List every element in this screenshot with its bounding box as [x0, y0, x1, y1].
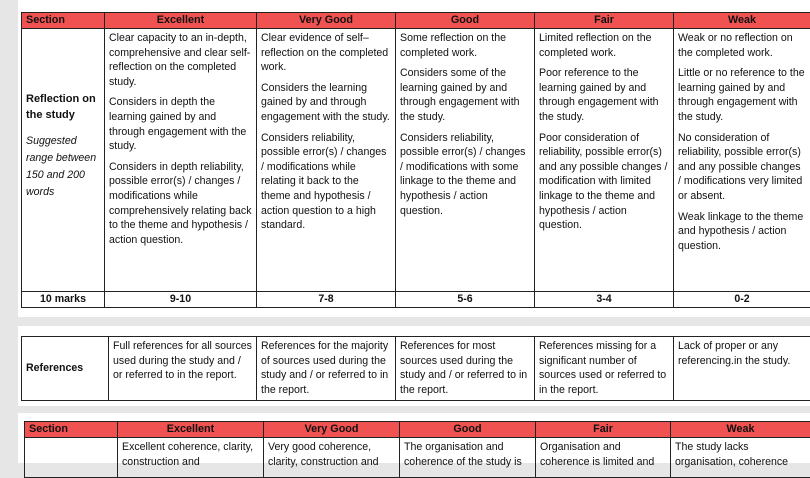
criterion-text: Poor consideration of reliability, possible error(s) and any possible changes / modification with limited linkage to the theme and hypothesis / action question.: [539, 131, 669, 233]
criterion-text: Considers some of the learning gained by and through engagement with the study.: [400, 66, 530, 124]
organisation-row: [25, 438, 810, 478]
criterion-text: Some reflection on the completed work.: [400, 31, 530, 60]
header-very-good: Very Good: [257, 13, 396, 29]
criterion-text: Considers in depth reliability, possible error(s) / changes / modifications while comprehensively relating back to the theme and hypothesis / action question.: [109, 160, 252, 248]
fair-cell: [535, 29, 674, 292]
very-good-cell: [257, 29, 396, 292]
criterion-text: Little or no reference to the learning gained by and through engagement with the study.: [678, 66, 806, 124]
criterion-text: Clear capacity to an in-depth, comprehensive and clear self-reflection on the completed study.: [109, 31, 252, 89]
section-title: Reflection on the study: [26, 91, 100, 123]
organisation-rubric-table: [24, 421, 810, 478]
references-fair: References missing for a significant number of sources used or referred to in the report.: [535, 337, 674, 401]
references-table: [21, 336, 810, 401]
section-cell: [22, 29, 105, 292]
criterion-text: Poor reference to the learning gained by and through engagement with the study.: [539, 66, 669, 124]
header-good: Good: [400, 422, 536, 438]
header-fair: Fair: [536, 422, 671, 438]
reflection-row: [22, 29, 810, 292]
marks-excellent: 9-10: [105, 292, 257, 308]
organisation-good: The organisation and coherence of the study is: [400, 438, 536, 478]
references-weak: Lack of proper or any referencing.in the study.: [674, 337, 810, 401]
references-label: References: [22, 337, 109, 401]
header-row: [22, 13, 810, 29]
organisation-excellent: Excellent coherence, clarity, construction and: [118, 438, 264, 478]
section-cell: [25, 438, 118, 478]
header-section: Section: [25, 422, 118, 438]
header-very-good: Very Good: [264, 422, 400, 438]
organisation-very-good: Very good coherence, clarity, construction and: [264, 438, 400, 478]
marks-good: 5-6: [396, 292, 535, 308]
organisation-fair: Organisation and coherence is limited and: [536, 438, 671, 478]
criterion-text: No consideration of reliability, possible error(s) and any possible changes / modifications very limited or absent.: [678, 131, 806, 204]
criterion-text: Limited reflection on the completed work.: [539, 31, 669, 60]
references-excellent: Full references for all sources used during the study and / or referred to in the report.: [109, 337, 257, 401]
criterion-text: Considers reliability, possible error(s) / changes / modifications while relating it back to the theme and hypothesis / action question to a high standard.: [261, 131, 391, 233]
marks-weak: 0-2: [674, 292, 810, 308]
marks-fair: 3-4: [535, 292, 674, 308]
criterion-text: Weak linkage to the theme and hypothesis / action question.: [678, 210, 806, 254]
references-very-good: References for the majority of sources used during the study and / or referred to in the report.: [257, 337, 396, 401]
section-note: Suggested range between 150 and 200 words: [26, 133, 100, 201]
header-excellent: Excellent: [118, 422, 264, 438]
organisation-weak: The study lacks organisation, coherence: [671, 438, 810, 478]
header-row: [25, 422, 810, 438]
criterion-text: Weak or no reflection on the completed work.: [678, 31, 806, 60]
header-section: Section: [22, 13, 105, 29]
references-row: [22, 337, 810, 401]
marks-total: 10 marks: [22, 292, 105, 308]
criterion-text: Clear evidence of self–reflection on the completed work.: [261, 31, 391, 75]
criterion-text: Considers reliability, possible error(s) / changes / modifications with some linkage to the theme and hypothesis / action question.: [400, 131, 530, 219]
good-cell: [396, 29, 535, 292]
weak-cell: [674, 29, 810, 292]
header-excellent: Excellent: [105, 13, 257, 29]
header-fair: Fair: [535, 13, 674, 29]
references-good: References for most sources used during the study and / or referred to in the report.: [396, 337, 535, 401]
reflection-rubric-table: [21, 12, 810, 308]
header-weak: Weak: [674, 13, 810, 29]
marks-row: [22, 292, 810, 308]
criterion-text: Considers the learning gained by and through engagement with the study.: [261, 81, 391, 125]
header-good: Good: [396, 13, 535, 29]
marks-very-good: 7-8: [257, 292, 396, 308]
header-weak: Weak: [671, 422, 810, 438]
excellent-cell: [105, 29, 257, 292]
criterion-text: Considers in depth the learning gained by and through engagement with the study.: [109, 95, 252, 153]
